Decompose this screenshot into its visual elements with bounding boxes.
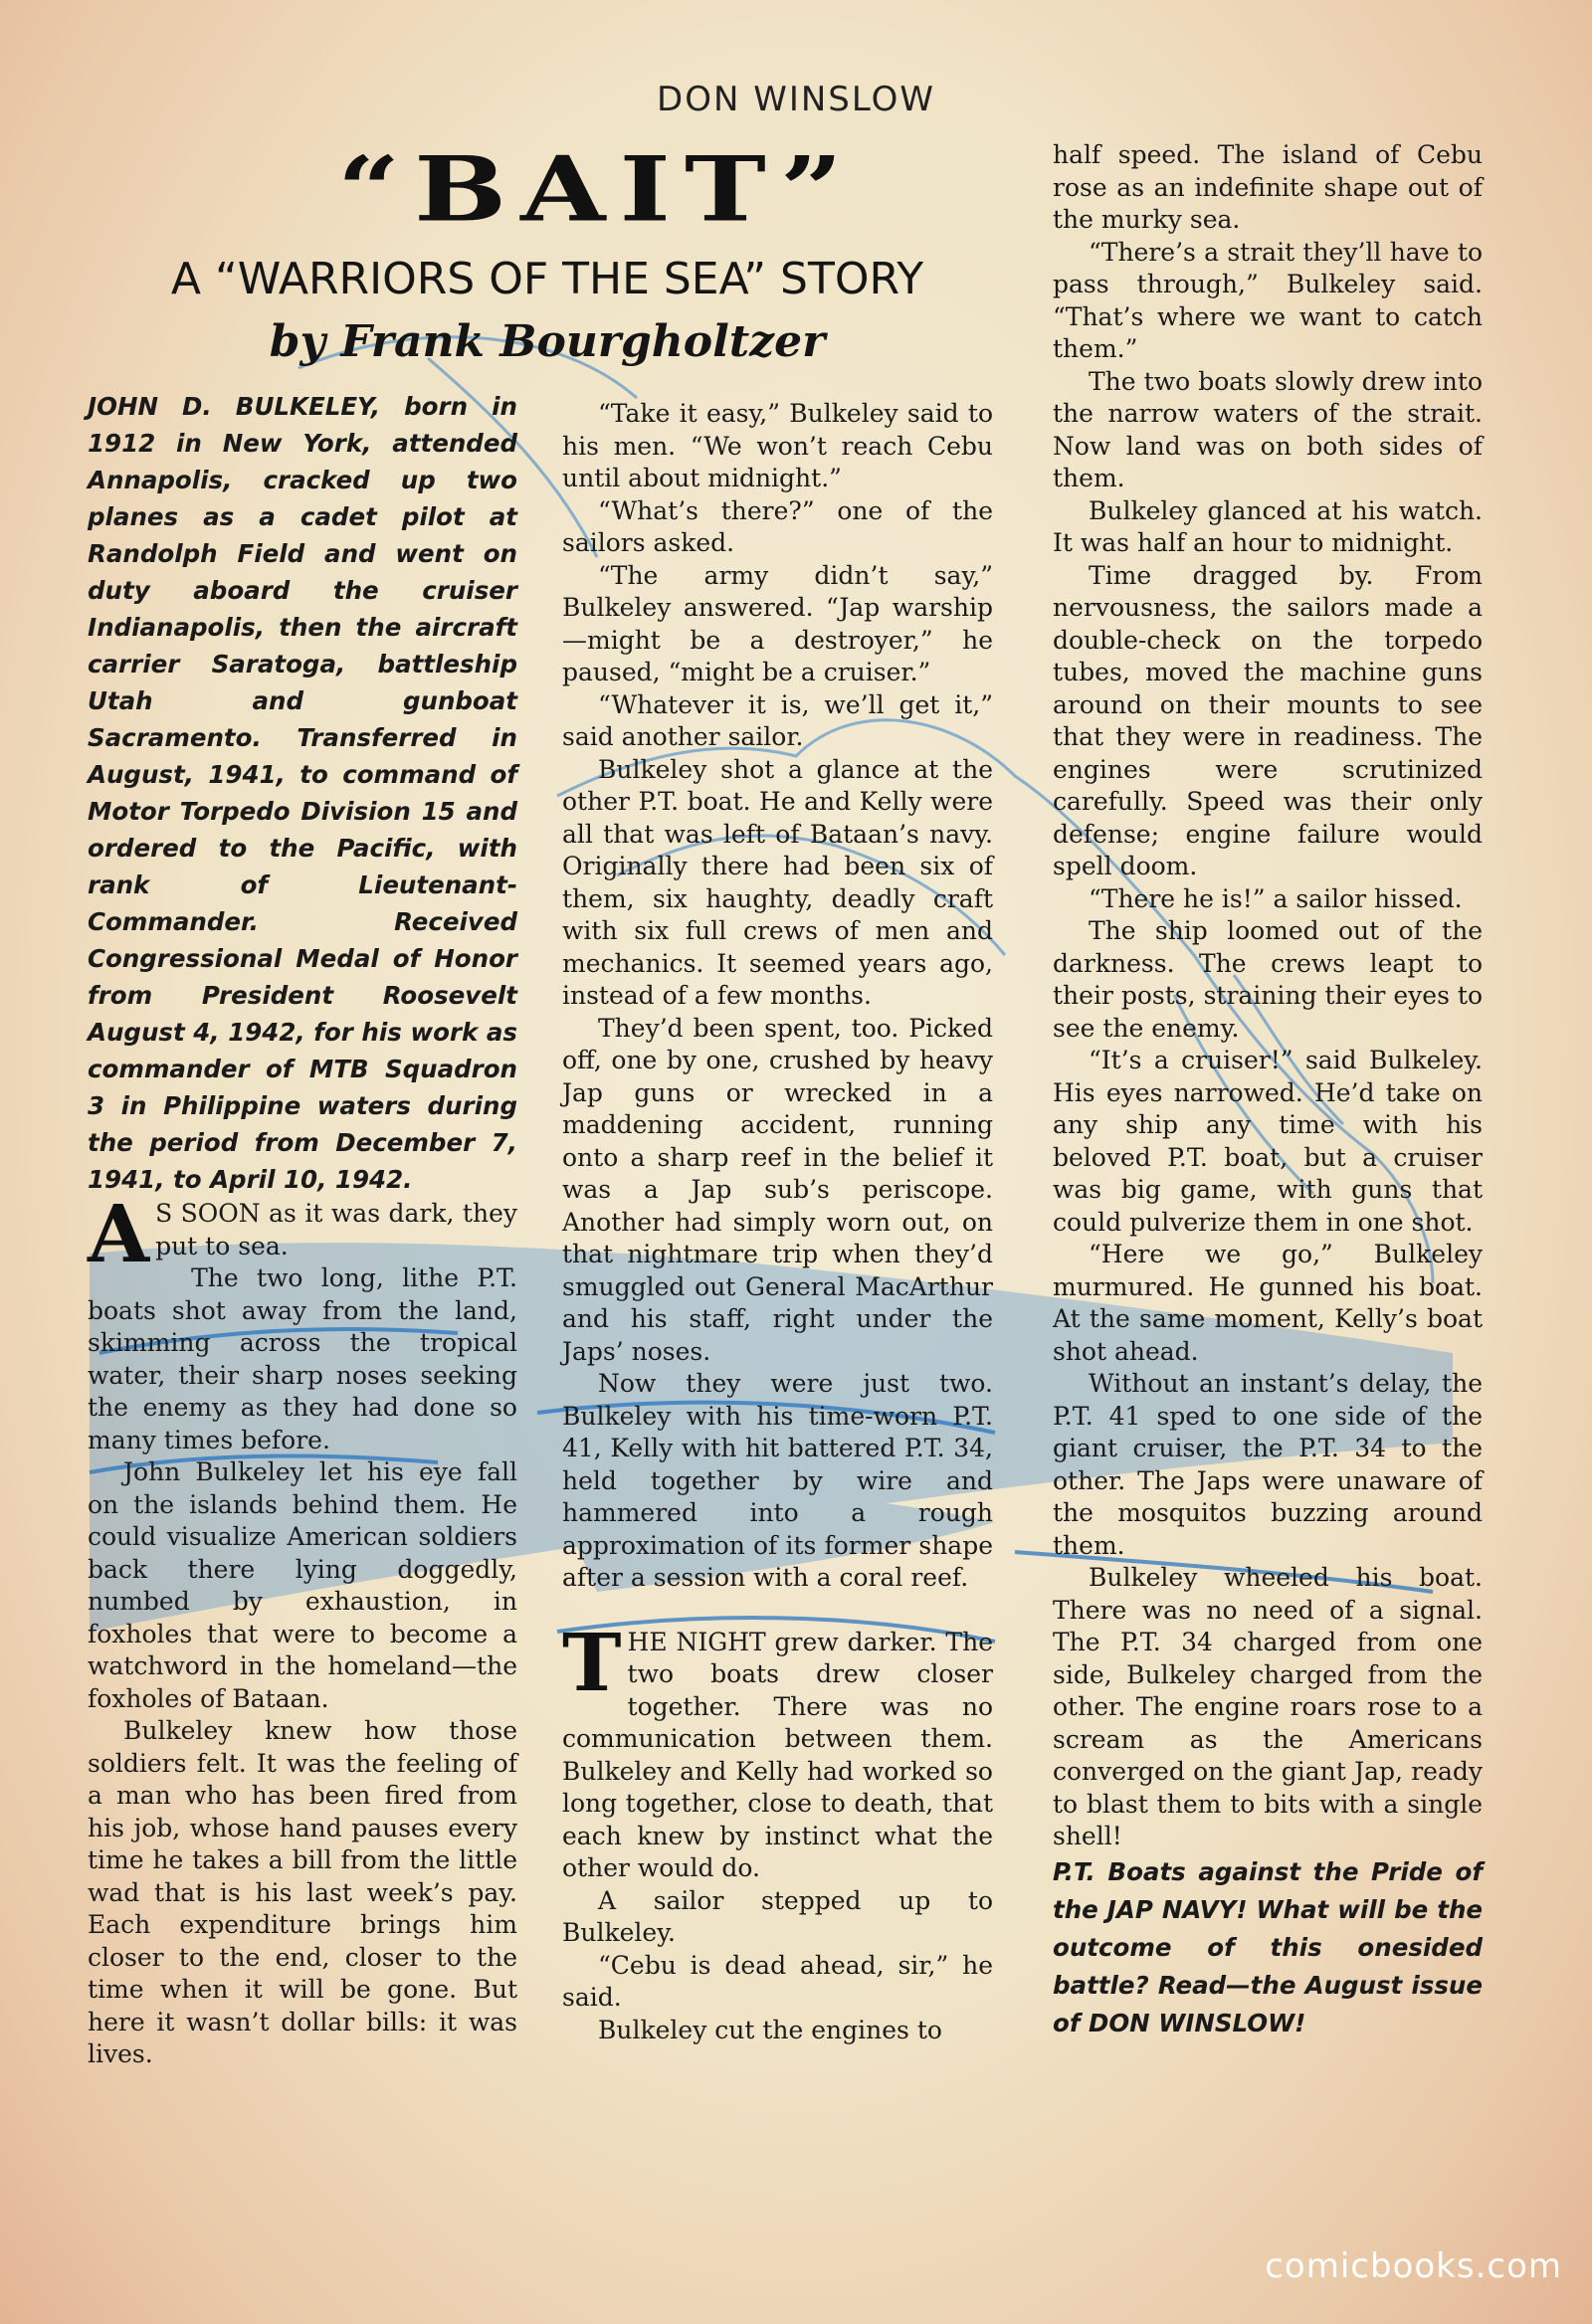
next-issue-teaser: P.T. Boats against the Pride of the JAP NAVY! What will be the outcome of this onesided battle? Read—the August issue of DON WINSLOW! <box>1053 1856 1483 2037</box>
byline: by Frank Bourgholtzer <box>269 316 826 367</box>
paragraph: half speed. The island of Cebu rose as an indefinite shape out of the murky sea. <box>1053 140 1483 234</box>
story-subtitle: A “WARRIORS OF THE SEA” STORY <box>170 254 924 304</box>
column-2 <box>562 398 993 2046</box>
paragraph: John Bulkeley let his eye fall on the islands behind them. He could visualize American soldiers back there lying doggedly, numbed by exhaustion, in foxholes that were to become a watchword in the homeland—the foxholes of Bataan. <box>88 1457 517 1713</box>
paragraph: Without an instant’s delay, the P.T. 41 sped to one side of the giant cruiser, the P.T. 34 to the other. The Japs were unaware of the mosquitos buzzing around them. <box>1053 1369 1483 1560</box>
paragraph: “Take it easy,” Bulkeley said to his men. “We won’t reach Cebu until about midnight.” <box>562 399 993 492</box>
paragraph: “Whatever it is, we’ll get it,” said another sailor. <box>562 689 993 751</box>
paragraph: “There’s a strait they’ll have to pass through,” Bulkeley said. “That’s where we want to catch them.” <box>1053 237 1483 363</box>
paragraph: “Here we go,” Bulkeley murmured. He gunned his boat. At the same moment, Kelly’s boat shot ahead. <box>1053 1240 1483 1366</box>
paragraph: Now they were just two. Bulkeley with his time-worn P.T. 41, Kelly with hit battered P.T. 34, held together by wire and hammered into a rough approximation of its former shape after a session with a coral reef. <box>562 1369 993 1592</box>
paragraph: “There he is!” a sailor hissed. <box>1089 883 1463 913</box>
running-head: DON WINSLOW <box>657 80 935 119</box>
paragraph: The two boats slowly drew into the narrow waters of the strait. Now land was on both sides of them. <box>1053 366 1483 492</box>
drop-cap: T <box>562 1615 622 1709</box>
author-bio: JOHN D. BULKELEY, born in 1912 in New York, attended Annapolis, cracked up two planes as a cadet pilot at Randolph Field and went on duty aboard the cruiser Indianapolis, then the aircraft carrier Saratoga, battleship Utah and gunboat Sacramento. Transferred in August, 1941, to command of Motor Torpedo Division 15 and ordered to the Pacific, with rank of Lieutenant-Commander. Received Congressional Medal of Honor from President Roosevelt August 4, 1942, for his work as commander of MTB Squadron 3 in Philippine waters during the period from December 7, 1941, to April 10, 1942. <box>88 392 517 1194</box>
story-title: “BAIT” <box>336 135 858 242</box>
column-1 <box>88 388 517 2071</box>
paragraph: The two long, lithe P.T. boats shot away from the land, skimming across the tropical water, their sharp noses seeking the enemy as they had done so many times before. <box>88 1263 517 1454</box>
paragraph: Bulkeley knew how those soldiers felt. It was the feeling of a man who has been fired from his job, whose hand pauses every time he takes a bill from the little wad that is his last week’s pay. Each expenditure brings him closer to the end, closer to the time when it will be gone. But here it wasn’t dollar bills: it was lives. <box>88 1716 517 2068</box>
paragraph: Bulkeley glanced at his watch. It was half an hour to midnight. <box>1053 495 1483 557</box>
paragraph: They’d been spent, too. Picked off, one by one, crushed by heavy Jap guns or wrecked in a maddening accident, running onto a sharp reef in the belief it was a Jap sub’s periscope. Another had simply worn out, on that nightmare trip when they’d smuggled out General MacArthur and his staff, right under the Japs’ noses. <box>562 1013 993 1366</box>
paragraph: Bulkeley shot a glance at the other P.T. boat. He and Kelly were all that was left of Bataan’s navy. Originally there had been six of them, six haughty, deadly craft with six full crews of men and mechanics. It seemed years ago, instead of a few months. <box>562 754 993 1010</box>
drop-cap: A <box>88 1187 150 1280</box>
paragraph: The ship loomed out of the darkness. The crews leapt to their posts, straining their eyes to see the enemy. <box>1053 916 1483 1043</box>
paragraph: Time dragged by. From nervousness, the sailors made a double-check on the torpedo tubes, moved the machine guns around on their mounts to see that they were in readiness. The engines were scrutinized carefully. Speed was their only defense; engine failure would spell doom. <box>1053 560 1483 880</box>
paragraph: A sailor stepped up to Bulkeley. <box>562 1885 993 1947</box>
paragraph: THE NIGHT grew darker. The two boats drew closer together. There was no communication between them. Bulkeley and Kelly had worked so long together, close to death, that each knew by instinct what the other would do. <box>562 1615 993 1882</box>
site-watermark: comicbooks.com <box>1265 2246 1562 2286</box>
paragraph: “What’s there?” one of the sailors asked. <box>562 495 993 557</box>
paragraph: “It’s a cruiser!” said Bulkeley. His eyes narrowed. He’d take on any ship any time with his beloved P.T. boat, but a cruiser was big game, with guns that could pulverize them in one shot. <box>1053 1046 1483 1237</box>
paragraph: A S SOON as it was dark, they put to sea. <box>88 1187 517 1280</box>
paragraph: Bulkeley cut the engines to <box>598 2015 942 2044</box>
paragraph: “Cebu is dead ahead, sir,” he said. <box>562 1950 993 2012</box>
paragraph: “The army didn’t say,” Bulkeley answered. “Jap warship—might be a destroyer,” he paused, “might be a cruiser.” <box>562 560 993 686</box>
paragraph: Bulkeley wheeled his boat. There was no need of a signal. The P.T. 34 charged from one side, Bulkeley charged from the other. The engine roars rose to a scream as the Americans converged on the giant Jap, ready to blast them to bits with a single shell! <box>1053 1563 1483 1850</box>
column-3 <box>1053 139 1483 2042</box>
